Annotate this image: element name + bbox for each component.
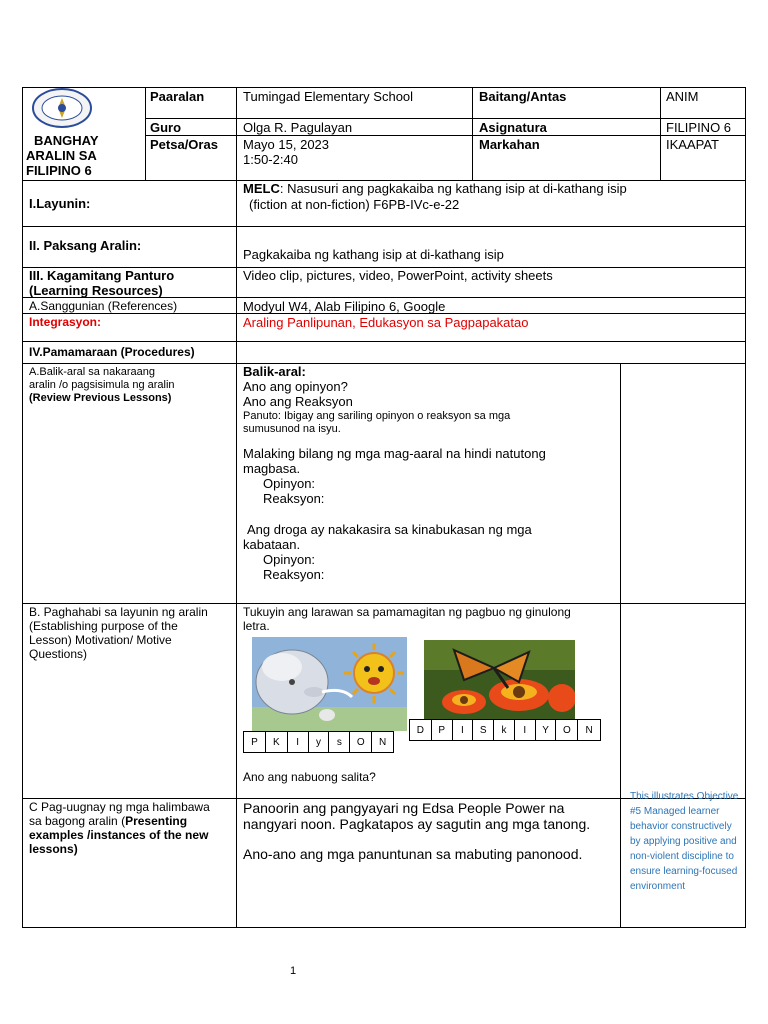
petsa-label: Petsa/Oras: [150, 137, 218, 152]
panuto-line-2: sumusunod na isyu.: [243, 423, 341, 435]
section-c-text-1: Panoorin ang pangyayari ng Edsa People Power na: [243, 800, 565, 816]
wind-sun-picture: [252, 637, 407, 731]
issue-1-reaksyon: Reaksyon:: [263, 491, 325, 506]
letter-box: N: [585, 724, 593, 736]
kagamitan-value-cell: [236, 267, 746, 298]
lesson-plan-title: BANGHAY ARALIN SA FILIPINO 6: [26, 133, 99, 178]
section-b-label-2: (Establishing purpose of the: [29, 619, 178, 633]
petsa-value-cell: [236, 135, 473, 181]
balik-aral-heading: Balik-aral:: [243, 364, 306, 379]
markahan-value: IKAAPAT: [666, 137, 719, 152]
section-b-instruction-1: Tukuyin ang larawan sa pamamagitan ng pagbuo ng ginulong: [243, 605, 571, 619]
section-a-label-2: aralin /o pagsisimula ng aralin: [29, 379, 175, 391]
note-line: behavior constructively: [630, 821, 732, 832]
kagamitan-label-1: III. Kagamitang Panturo: [29, 268, 175, 283]
integrasyon-label: Integrasyon:: [29, 315, 102, 329]
letter-box: K: [266, 732, 288, 752]
petsa-time: 1:50-2:40: [243, 152, 298, 167]
section-c-label-2-bold: Presenting: [125, 814, 188, 828]
issue-2-reaksyon: Reaksyon:: [263, 567, 325, 582]
baitang-value: ANIM: [666, 89, 699, 104]
letter-box: D: [410, 720, 432, 740]
paksa-label-cell: [22, 226, 237, 268]
baitang-label: Baitang/Antas: [479, 89, 567, 104]
letter-box: k: [494, 720, 515, 740]
note-line: This illustrates Objective: [630, 791, 739, 802]
paaralan-label: Paaralan: [150, 89, 205, 104]
markahan-label-cell: [472, 135, 661, 181]
melc-line: [237, 181, 745, 196]
pamamaraan-label-cell: [22, 341, 237, 364]
panuto-line-1: Panuto: Ibigay ang sariling opinyon o reaksyon sa mga: [243, 410, 511, 422]
asignatura-label-cell: [472, 118, 661, 136]
guro-label-cell: [145, 118, 237, 136]
issue-2-line-2: kabataan.: [243, 537, 301, 552]
issue-1-line-1: Malaking bilang ng mga mag-aaral na hindi natutong: [243, 446, 546, 461]
layunin-value-cell: [236, 180, 746, 227]
integrasyon-label-cell: [22, 313, 237, 342]
sanggunian-label: A.Sanggunian (References): [29, 299, 178, 313]
pamamaraan-label: IV.Pamamaraan (Procedures): [29, 345, 195, 359]
sanggunian-value-cell: [236, 297, 746, 314]
integrasyon-value: Araling Panlipunan, Edukasyon sa Pagpapakatao: [243, 315, 529, 330]
paksa-value-cell: [236, 226, 746, 268]
kagamitan-label-cell: [22, 267, 237, 298]
letter-box: Y: [536, 720, 557, 740]
letter-box: P: [244, 732, 266, 752]
section-c-label-3: examples /instances of the new: [29, 828, 209, 842]
paaralan-label-cell: [145, 87, 237, 119]
melc-text: : Nasusuri ang pagkakaiba ng kathang isip at di-kathang isip: [279, 181, 627, 196]
scrambled-letters-2: [409, 719, 601, 741]
note-line: non-violent discipline to: [630, 851, 734, 862]
letter-box: O: [350, 732, 372, 752]
paksa-value: Pagkakaiba ng kathang isip at di-kathang isip: [243, 247, 504, 262]
section-a-label-cell: [22, 363, 237, 604]
note-line: #5 Managed learner: [630, 806, 720, 817]
kagamitan-value: Video clip, pictures, video, PowerPoint, activity sheets: [243, 268, 553, 283]
note-line: environment: [630, 881, 686, 892]
letter-box: I: [515, 720, 536, 740]
letter-box: S: [473, 720, 494, 740]
issue-1-line-2: magbasa.: [243, 461, 301, 476]
asignatura-label: Asignatura: [479, 120, 547, 135]
section-b-question: Ano ang nabuong salita?: [243, 770, 376, 784]
section-c-label-2: [23, 814, 236, 828]
deped-seal: [32, 88, 92, 128]
section-a-content-cell: [236, 363, 621, 604]
section-b-instruction-2: letra.: [243, 619, 270, 633]
scrambled-letters-1: [243, 731, 394, 753]
section-a-label-3: (Review Previous Lessons): [29, 392, 172, 404]
kagamitan-label-2: (Learning Resources): [29, 283, 163, 298]
section-c-label-1: C Pag-uugnay ng mga halimbawa: [29, 800, 210, 814]
section-b-label-1: B. Paghahabi sa layunin ng aralin: [29, 605, 208, 619]
issue-2-line-1: Ang droga ay nakakasira sa kinabukasan ng mga: [247, 522, 532, 537]
letter-box: I: [453, 720, 474, 740]
letter-box: y: [309, 732, 330, 752]
letter-box: P: [432, 720, 453, 740]
question-opinyon: Ano ang opinyon?: [243, 379, 348, 394]
section-b-label-3: Lesson) Motivation/ Motive: [29, 633, 172, 647]
petsa-date: Mayo 15, 2023: [243, 137, 330, 152]
letter-box: O: [556, 720, 578, 740]
sanggunian-value: Modyul W4, Alab Filipino 6, Google: [243, 299, 446, 314]
note-line: by applying positive and: [630, 836, 737, 847]
butterfly-flower-picture: [424, 640, 575, 720]
guro-value-cell: [236, 118, 473, 136]
asignatura-value: FILIPINO 6: [666, 120, 732, 135]
section-b-note-cell: [620, 603, 746, 799]
layunin-label: I.Layunin:: [29, 196, 91, 211]
letter-box: s: [329, 732, 350, 752]
markahan-value-cell: [660, 135, 746, 181]
baitang-label-cell: [472, 87, 661, 119]
petsa-label-cell: [145, 135, 237, 181]
issue-2-opinyon: Opinyon:: [263, 552, 316, 567]
section-b-label-cell: [22, 603, 237, 799]
letter-box: N: [378, 736, 387, 748]
paksa-label: II. Paksang Aralin:: [29, 238, 142, 253]
paaralan-value: Tumingad Elementary School: [243, 89, 414, 104]
section-c-label-cell: [22, 798, 237, 928]
baitang-value-cell: [660, 87, 746, 119]
section-b-label-4: Questions): [29, 647, 88, 661]
objective-side-note: [630, 789, 750, 894]
sanggunian-label-cell: [22, 297, 237, 314]
section-c-label-4: lessons): [29, 842, 78, 856]
integrasyon-value-cell: [236, 313, 746, 342]
section-c-text-2: nangyari noon. Pagkatapos ay sagutin ang mga tanong.: [243, 816, 591, 832]
question-reaksyon: Ano ang Reaksyon: [243, 394, 353, 409]
guro-value: Olga R. Pagulayan: [243, 120, 353, 135]
issue-1-opinyon: Opinyon:: [263, 476, 316, 491]
asignatura-value-cell: [660, 118, 746, 136]
melc-label: MELC: [243, 181, 280, 196]
paaralan-value-cell: [236, 87, 473, 119]
markahan-label: Markahan: [479, 137, 540, 152]
section-c-content-cell: [236, 798, 621, 928]
section-a-note-cell: [620, 363, 746, 604]
melc-line-2: (fiction at non-fiction) F6PB-IVc-e-22: [249, 197, 460, 212]
section-c-label-2-text: sa bagong aralin (: [29, 814, 126, 828]
section-a-label-1: A.Balik-aral sa nakaraang: [29, 366, 155, 378]
section-c-text-3: Ano-ano ang mga panuntunan sa mabuting panonood.: [243, 846, 583, 862]
guro-label: Guro: [150, 120, 182, 135]
note-line: ensure learning-focused: [630, 866, 738, 877]
pamamaraan-value-cell: [236, 341, 746, 364]
letter-box: I: [288, 732, 309, 752]
layunin-label-cell: [22, 180, 237, 227]
page-number: 1: [290, 965, 297, 977]
